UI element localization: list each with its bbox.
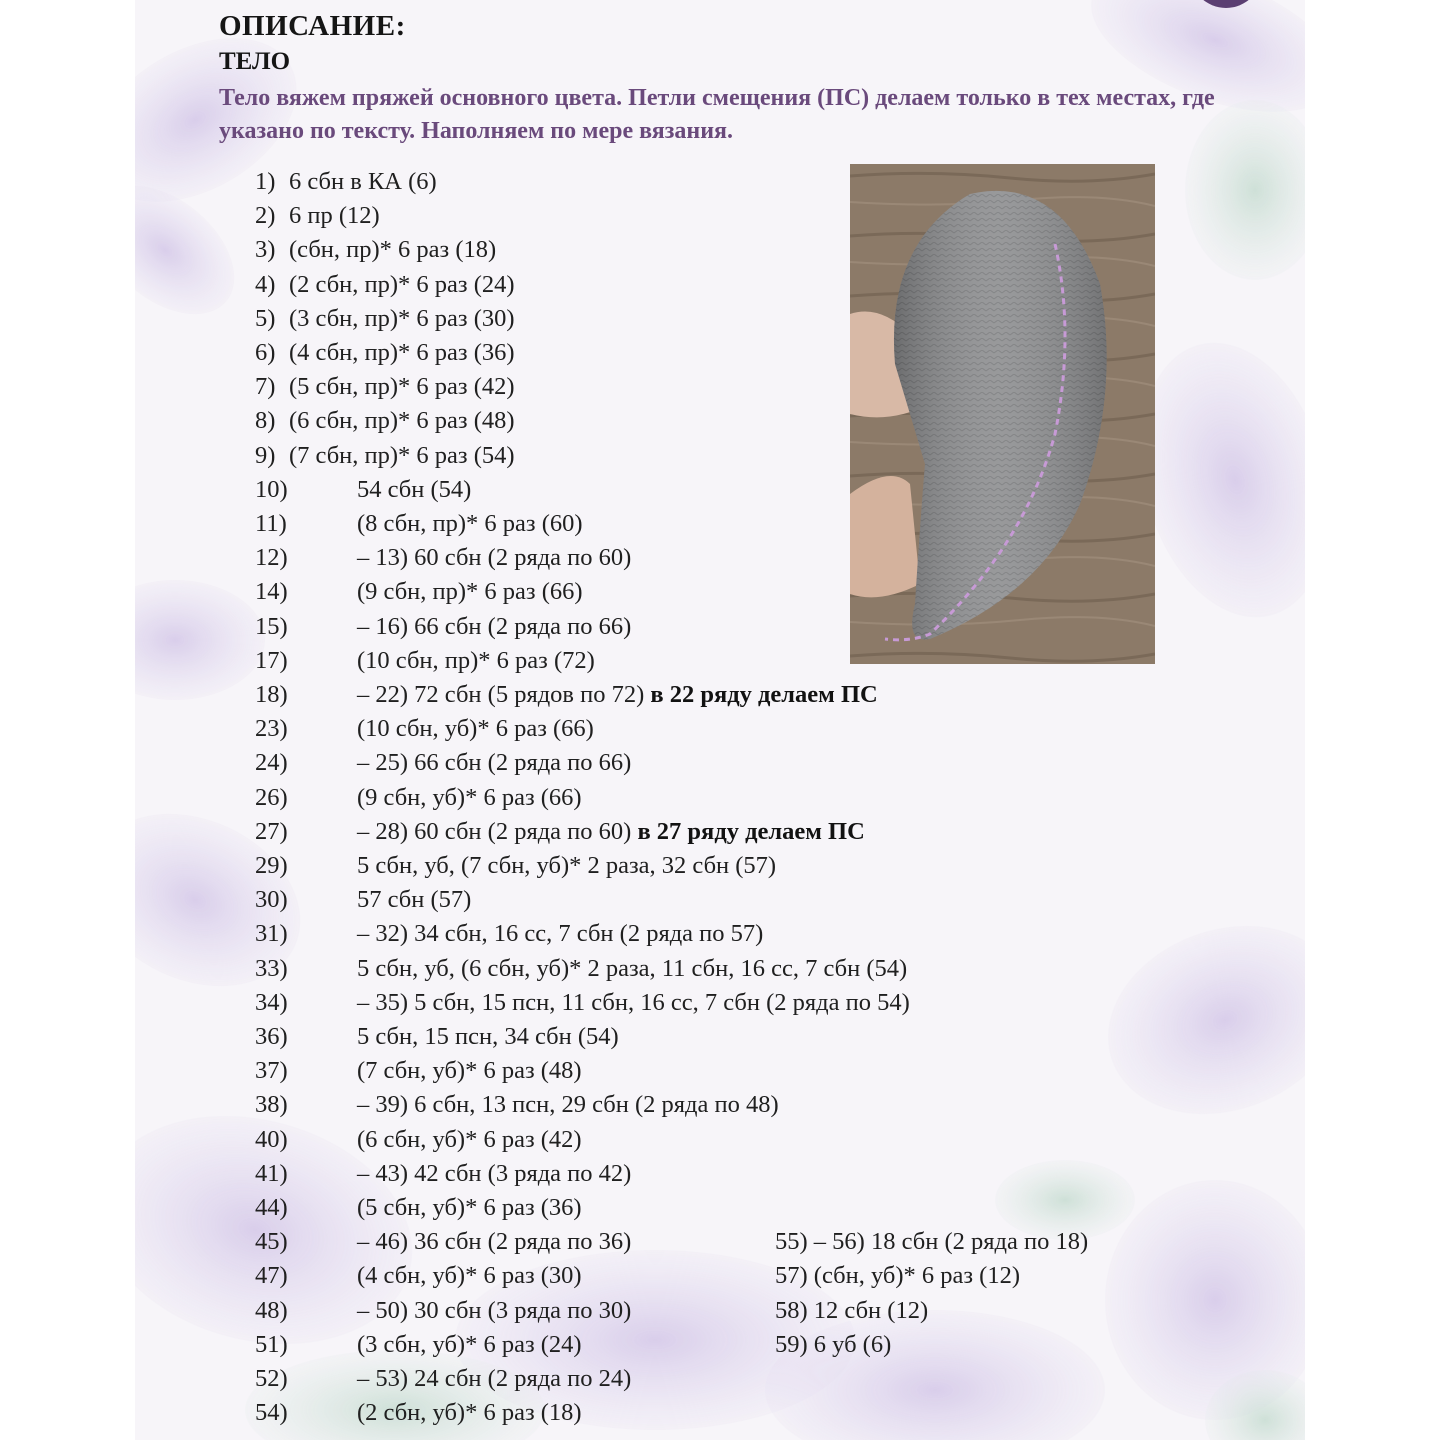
row-number: 2) <box>255 202 276 230</box>
row-text <box>357 817 865 847</box>
row-text-main: (6 сбн, уб)* 6 раз (42) <box>357 1125 582 1153</box>
row-number: 11) <box>255 510 287 537</box>
row-text-main: – 53) 24 сбн (2 ряда по 24) <box>357 1365 632 1392</box>
row-number: 36) <box>255 1023 288 1050</box>
row-text <box>357 1296 631 1326</box>
row-text-main: 5 сбн, уб, (7 сбн, уб)* 2 раза, 32 сбн (57) <box>357 852 777 879</box>
row-text-main: 6 пр (12) <box>289 202 380 230</box>
row-text <box>357 577 583 607</box>
row-text-main: (2 сбн, пр)* 6 раз (24) <box>289 270 515 298</box>
row-text <box>357 1261 582 1291</box>
row-number: 18) <box>255 681 288 708</box>
pattern-page <box>135 0 1305 1440</box>
row-text-main: – 35) 5 сбн, 15 псн, 11 сбн, 16 сс, 7 сбн (2 ряда по 54) <box>357 988 910 1016</box>
row-number: 15) <box>255 612 288 640</box>
row-text-main: – 50) 30 сбн (3 ряда по 30) <box>357 1296 632 1324</box>
row-text-main: (4 сбн, пр)* 6 раз (36) <box>289 339 515 366</box>
row-text <box>357 1056 582 1086</box>
row-text-main: (10 сбн, пр)* 6 раз (72) <box>357 646 595 674</box>
row-text-main: – 25) 66 сбн (2 ряда по 66) <box>357 749 632 777</box>
row-text-main: (7 сбн, пр)* 6 раз (54) <box>289 441 515 469</box>
row-number: 27) <box>255 817 288 845</box>
row-text-main: (9 сбн, пр)* 6 раз (66) <box>357 578 583 606</box>
row-text <box>357 1227 631 1257</box>
row-text <box>357 1398 582 1428</box>
row-text-main: 5 сбн, уб, (6 сбн, уб)* 2 раза, 11 сбн, 16 сс, 7 сбн (54) <box>357 954 908 982</box>
row-number: 33) <box>255 954 288 982</box>
instruction-row-right: 58) 12 сбн (12) <box>775 1296 929 1324</box>
row-number: 14) <box>255 578 288 606</box>
row-number: 37) <box>255 1057 288 1085</box>
row-number: 7) <box>255 373 276 401</box>
instruction-row-right: 59) 6 уб (6) <box>775 1330 892 1358</box>
row-number: 52) <box>255 1365 288 1392</box>
row-number: 5) <box>255 304 276 332</box>
row-number: 30) <box>255 886 288 914</box>
row-text-main: (сбн, пр)* 6 раз (18) <box>289 236 497 264</box>
row-text-main: (3 сбн, пр)* 6 раз (30) <box>289 304 515 332</box>
row-number: 10) <box>255 475 288 503</box>
row-text <box>357 1159 631 1189</box>
row-number: 23) <box>255 715 288 743</box>
row-number: 26) <box>255 783 288 811</box>
row-number: 48) <box>255 1296 288 1324</box>
row-text <box>357 680 878 710</box>
row-number: 40) <box>255 1125 288 1153</box>
row-note-bold: в 27 ряду делаем ПС <box>637 817 865 845</box>
row-text <box>357 851 776 881</box>
row-number: 6) <box>255 339 276 366</box>
row-text <box>357 543 631 573</box>
crochet-body-photo <box>850 164 1155 664</box>
row-text <box>289 441 515 471</box>
row-note-bold: в 22 ряду делаем ПС <box>650 681 878 708</box>
row-text <box>289 406 515 436</box>
row-number: 1) <box>255 168 276 195</box>
row-number: 17) <box>255 646 288 674</box>
instruction-row-right: 55) – 56) 18 сбн (2 ряда по 18) <box>775 1228 1089 1256</box>
row-text <box>357 714 594 744</box>
row-text-main: (5 сбн, уб)* 6 раз (36) <box>357 1194 582 1221</box>
row-text <box>289 372 515 402</box>
row-text-main: 57 сбн (57) <box>357 886 472 914</box>
row-text-main: (7 сбн, уб)* 6 раз (48) <box>357 1057 582 1085</box>
row-number: 47) <box>255 1262 288 1290</box>
row-number: 45) <box>255 1228 288 1256</box>
row-text-main: 6 сбн в КА (6) <box>289 168 437 195</box>
page-title: ОПИСАНИЕ: <box>219 10 406 42</box>
row-text <box>289 270 515 300</box>
row-text-main: – 13) 60 сбн (2 ряда по 60) <box>357 544 632 572</box>
row-text <box>357 885 471 915</box>
row-number: 29) <box>255 852 288 879</box>
row-text-main: (9 сбн, уб)* 6 раз (66) <box>357 783 582 811</box>
row-text-main: – 32) 34 сбн, 16 сс, 7 сбн (2 ряда по 57) <box>357 920 764 948</box>
row-text-main: (6 сбн, пр)* 6 раз (48) <box>289 407 515 435</box>
row-number: 51) <box>255 1330 288 1358</box>
row-number: 38) <box>255 1091 288 1119</box>
row-text <box>357 1330 582 1360</box>
row-text <box>289 235 496 265</box>
row-text-main: – 43) 42 сбн (3 ряда по 42) <box>357 1159 632 1187</box>
row-text <box>357 1125 582 1155</box>
row-text <box>357 1022 619 1052</box>
instruction-row-right: 57) (сбн, уб)* 6 раз (12) <box>775 1262 1020 1290</box>
row-text-main: 54 сбн (54) <box>357 475 472 503</box>
row-text-main: (10 сбн, уб)* 6 раз (66) <box>357 715 594 743</box>
row-text <box>357 954 907 984</box>
row-text <box>357 509 583 539</box>
intro-paragraph: Тело вяжем пряжей основного цвета. Петли смещения (ПС) делаем только в тех местах, где указано по тексту. Наполняем по мере вязания. <box>219 85 1215 144</box>
row-text <box>357 783 582 813</box>
section-title: ТЕЛО <box>219 48 291 75</box>
row-number: 31) <box>255 920 288 948</box>
row-text <box>357 1090 779 1120</box>
row-text <box>357 988 910 1018</box>
row-text <box>289 304 515 334</box>
row-text-main: – 22) 72 сбн (5 рядов по 72) <box>357 681 645 708</box>
row-text <box>289 167 437 197</box>
row-number: 34) <box>255 988 288 1016</box>
row-text <box>289 201 380 231</box>
row-text-main: (2 сбн, уб)* 6 раз (18) <box>357 1399 582 1427</box>
row-text-main: (4 сбн, уб)* 6 раз (30) <box>357 1262 582 1290</box>
row-number: 9) <box>255 441 276 469</box>
row-number: 4) <box>255 270 276 298</box>
row-number: 12) <box>255 544 288 572</box>
row-number: 8) <box>255 407 276 435</box>
row-text-main: – 28) 60 сбн (2 ряда по 60) <box>357 817 632 845</box>
row-number: 41) <box>255 1159 288 1187</box>
row-text-main: – 16) 66 сбн (2 ряда по 66) <box>357 612 632 640</box>
row-text <box>289 338 515 368</box>
row-text <box>357 1193 582 1223</box>
row-text-main: 5 сбн, 15 псн, 34 сбн (54) <box>357 1023 619 1050</box>
row-number: 3) <box>255 236 276 264</box>
row-text-main: – 39) 6 сбн, 13 псн, 29 сбн (2 ряда по 48) <box>357 1091 779 1119</box>
row-text <box>357 646 595 676</box>
row-number: 24) <box>255 749 288 777</box>
row-text <box>357 919 763 949</box>
row-text-main: (8 сбн, пр)* 6 раз (60) <box>357 510 583 537</box>
row-text-main: (3 сбн, уб)* 6 раз (24) <box>357 1330 582 1358</box>
row-text <box>357 1364 631 1394</box>
row-text-main: (5 сбн, пр)* 6 раз (42) <box>289 373 515 401</box>
row-text <box>357 612 631 642</box>
row-number: 54) <box>255 1399 288 1427</box>
row-number: 44) <box>255 1194 288 1221</box>
row-text-main: – 46) 36 сбн (2 ряда по 36) <box>357 1228 632 1256</box>
row-text <box>357 475 471 505</box>
row-text <box>357 748 631 778</box>
